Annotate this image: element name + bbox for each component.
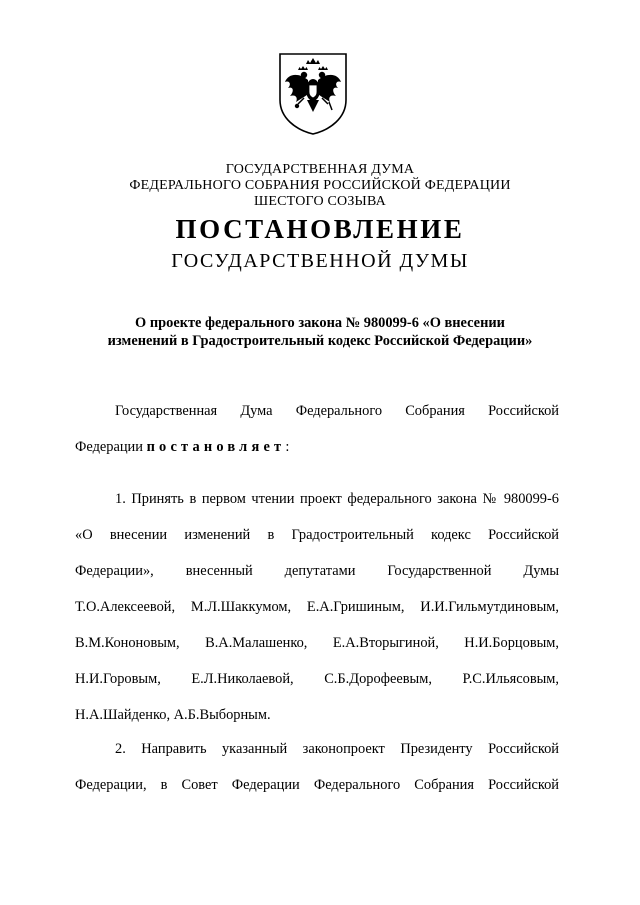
document-subtitle: ГОСУДАРСТВЕННОЙ ДУМЫ [171, 250, 469, 272]
preamble-emphasis: постановляет [146, 439, 286, 455]
item1-line-2: «О внесении изменений в Градостроительный кодекс Российской [75, 527, 559, 543]
item1-line-4: Т.О.Алексеевой, М.Л.Шаккумом, Е.А.Гришиным, И.И.Гильмутдиновым, [75, 599, 559, 615]
item2-line-1: 2. Направить указанный законопроект Президенту Российской [115, 741, 559, 757]
header-line-3: ШЕСТОГО СОЗЫВА [254, 194, 386, 209]
header-line-2: ФЕДЕРАЛЬНОГО СОБРАНИЯ РОССИЙСКОЙ ФЕДЕРАЦИИ [129, 178, 511, 193]
document-title: ПОСТАНОВЛЕНИЕ [175, 214, 465, 244]
preamble-line-1: Государственная Дума Федерального Собрания Российской [115, 403, 559, 419]
item1-line-1: 1. Принять в первом чтении проект федерального закона № 980099-6 [115, 491, 559, 507]
item1-line-3: Федерации», внесенный депутатами Государственной Думы [75, 563, 559, 579]
preamble-prefix: Федерации [75, 439, 147, 455]
subject-line-1: О проекте федерального закона № 980099-6 «О внесении [135, 315, 505, 331]
preamble-line-2 [75, 438, 559, 456]
coat-of-arms-icon [276, 50, 350, 136]
item1-line-7: Н.А.Шайденко, А.Б.Выборным. [75, 707, 271, 723]
item2-line-2: Федерации, в Совет Федерации Федерального Собрания Российской [75, 777, 559, 793]
preamble-suffix: : [285, 439, 290, 455]
item1-line-6: Н.И.Горовым, Е.Л.Николаевой, С.Б.Дорофеевым, Р.С.Ильясовым, [75, 671, 559, 687]
header-line-1: ГОСУДАРСТВЕННАЯ ДУМА [225, 162, 415, 177]
subject-line-2: изменений в Градостроительный кодекс Российской Федерации» [107, 333, 533, 349]
item1-line-5: В.М.Кононовым, В.А.Малашенко, Е.А.Вторыгиной, Н.И.Борцовым, [75, 635, 559, 651]
